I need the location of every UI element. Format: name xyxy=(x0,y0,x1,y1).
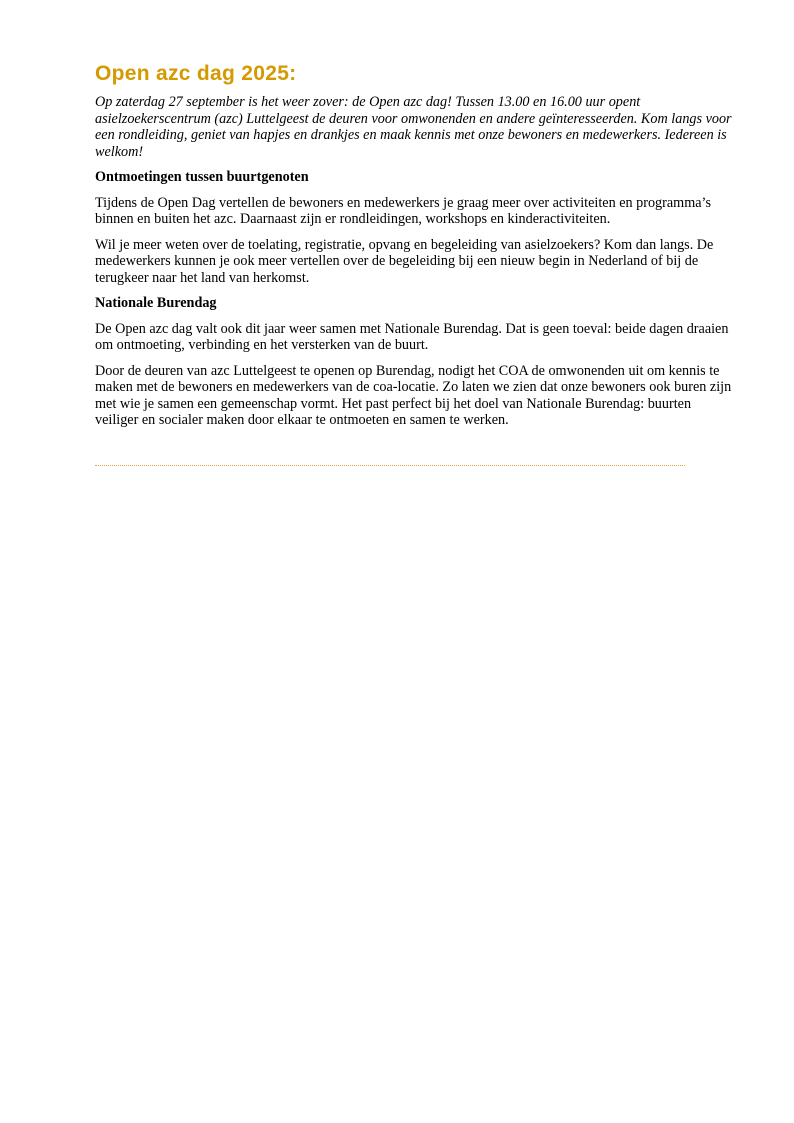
dotted-divider xyxy=(95,465,685,466)
document-page xyxy=(95,62,735,466)
body-paragraph: De Open azc dag valt ook dit jaar weer samen met Nationale Burendag. Dat is geen toeval: beide dagen draaien om ontmoeting, verbinding en het versterken van de buurt. xyxy=(95,320,729,353)
section-burendag xyxy=(95,295,735,429)
body-paragraph: Tijdens de Open Dag vertellen de bewoners en medewerkers je graag meer over activiteiten en programma’s binnen en buiten het azc. Daarnaast zijn er rondleidingen, workshops en kinderactiviteiten. xyxy=(95,194,712,227)
section-ontmoetingen xyxy=(95,169,735,286)
document-title: Open azc dag 2025: xyxy=(95,62,297,85)
body-paragraph: Door de deuren van azc Luttelgeest te openen op Burendag, nodigt het COA de omwonenden uit om kennis te maken met de bewoners en medewerkers van de coa-locatie. Zo laten we zien dat onze bewoners ook buren zijn met wie je samen een gemeenschap vormt. Het past perfect bij het doel van Nationale Burendag: buurten veiliger en socialer maken door elkaar te ontmoeten en samen te werken. xyxy=(95,362,732,428)
section-heading: Ontmoetingen tussen buurtgenoten xyxy=(95,169,309,185)
intro-paragraph: Op zaterdag 27 september is het weer zover: de Open azc dag! Tussen 13.00 en 16.00 uur opent asielzoekerscentrum (azc) Luttelgeest de deuren voor omwonenden en andere geïnteresseerden. Kom langs voor een rondleiding, geniet van hapjes en drankjes en maak kennis met onze bewoners en medewerkers. Iedereen is welkom! xyxy=(95,94,732,160)
body-paragraph: Wil je meer weten over de toelating, registratie, opvang en begeleiding van asielzoekers? Kom dan langs. De medewerkers kunnen je ook meer vertellen over de begeleiding bij een nieuw begin in Nederland of bij de terugkeer naar het land van herkomst. xyxy=(95,236,714,286)
section-heading: Nationale Burendag xyxy=(95,295,217,311)
